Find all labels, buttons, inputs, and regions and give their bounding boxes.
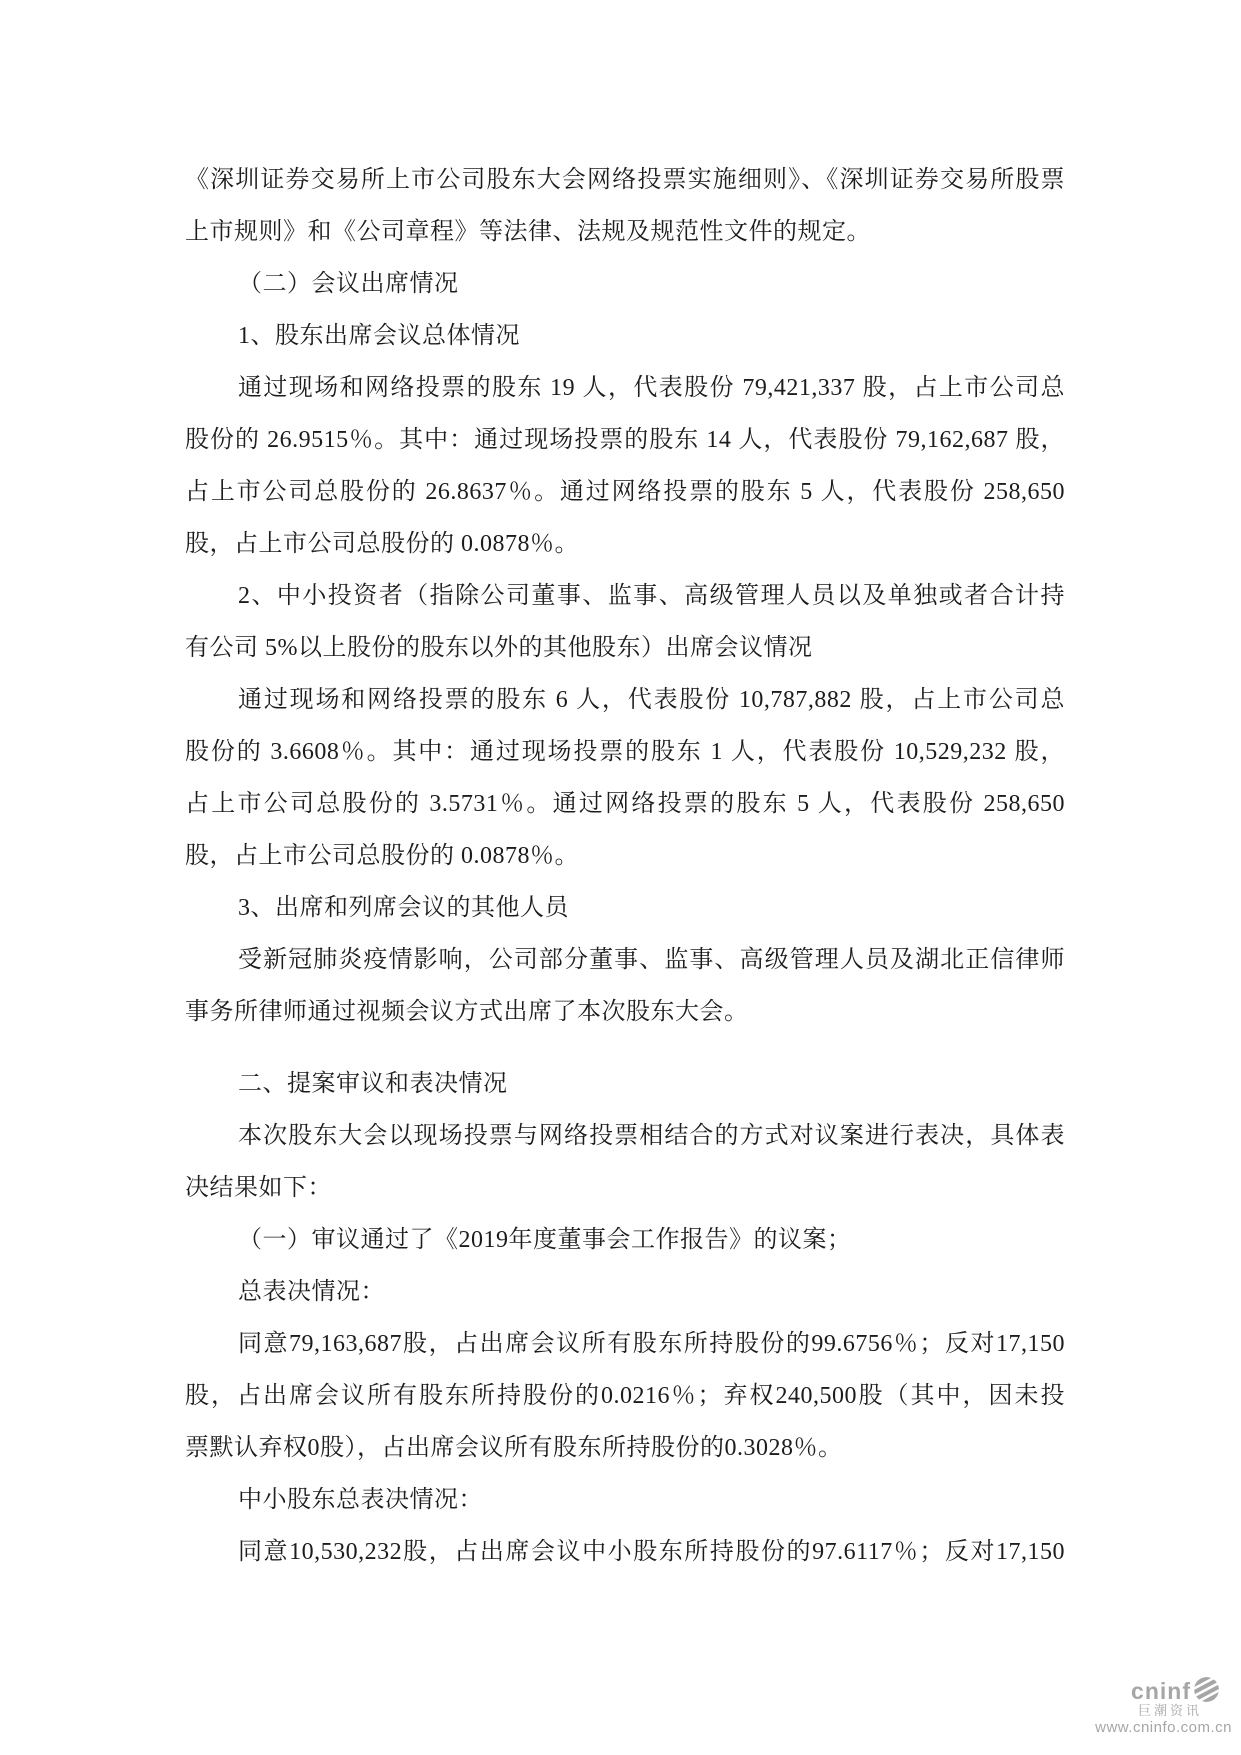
cninfo-chinese-name: 巨潮资讯 xyxy=(1137,1702,1202,1718)
document-line: 股份的 26.9515％。其中：通过现场投票的股东 14 人，代表股份 79,162,687 股， xyxy=(185,427,1065,453)
cninfo-watermark xyxy=(1095,1677,1232,1737)
document-line: 总表决情况： xyxy=(238,1279,385,1305)
cninfo-globe-icon xyxy=(1193,1676,1220,1703)
document-line: 股份的 3.6608％。其中：通过现场投票的股东 1 人，代表股份 10,529,232 股， xyxy=(185,739,1065,765)
document-line: 受新冠肺炎疫情影响，公司部分董事、监事、高级管理人员及湖北正信律师 xyxy=(238,947,1065,973)
section-heading: 2、中小投资者（指除公司董事、监事、高级管理人员以及单独或者合计持 xyxy=(238,583,1065,609)
section-heading: 3、出席和列席会议的其他人员 xyxy=(238,895,569,921)
section-heading: 1、股东出席会议总体情况 xyxy=(238,323,520,349)
document-line: 票默认弃权0股），占出席会议所有股东所持股份的0.3028％。 xyxy=(185,1435,843,1461)
document-line: 上市规则》和《公司章程》等法律、法规及规范性文件的规定。 xyxy=(185,219,871,245)
section-heading: （一）审议通过了《2019年度董事会工作报告》的议案； xyxy=(238,1227,852,1253)
section-heading: 二、提案审议和表决情况 xyxy=(238,1071,508,1097)
document-line: 《深圳证券交易所上市公司股东大会网络投票实施细则》、《深圳证券交易所股票 xyxy=(185,167,1065,193)
document-line: 有公司 5%以上股份的股东以外的其他股东）出席会议情况 xyxy=(185,635,813,661)
document-line: 同意10,530,232股，占出席会议中小股东所持股份的97.6117％；反对17,150 xyxy=(238,1539,1065,1565)
document-line: 股，占出席会议所有股东所持股份的0.0216％；弃权240,500股（其中，因未投 xyxy=(185,1383,1065,1409)
cninfo-brand-row xyxy=(1095,1677,1232,1704)
document-line: 通过现场和网络投票的股东 19 人，代表股份 79,421,337 股，占上市公司总 xyxy=(238,375,1065,401)
document-line: 本次股东大会以现场投票与网络投票相结合的方式对议案进行表决，具体表 xyxy=(238,1123,1065,1149)
cninfo-url: www.cninfo.com.cn xyxy=(1095,1719,1232,1736)
document-line: 同意79,163,687股，占出席会议所有股东所持股份的99.6756％；反对17,150 xyxy=(238,1331,1065,1357)
document-body xyxy=(185,154,1065,1578)
document-line: 中小股东总表决情况： xyxy=(238,1487,483,1513)
document-line: 占上市公司总股份的 26.8637％。通过网络投票的股东 5 人，代表股份 258,650 xyxy=(185,479,1065,505)
cninfo-brand-text: cninf xyxy=(1131,1677,1191,1704)
document-line: 股，占上市公司总股份的 0.0878％。 xyxy=(185,531,579,557)
section-heading: （二）会议出席情况 xyxy=(238,271,459,297)
document-line: 股，占上市公司总股份的 0.0878％。 xyxy=(185,843,579,869)
document-line: 通过现场和网络投票的股东 6 人，代表股份 10,787,882 股，占上市公司总 xyxy=(238,687,1065,713)
document-line: 占上市公司总股份的 3.5731％。通过网络投票的股东 5 人，代表股份 258,650 xyxy=(185,791,1065,817)
document-line: 决结果如下： xyxy=(185,1175,332,1201)
document-line: 事务所律师通过视频会议方式出席了本次股东大会。 xyxy=(185,999,749,1025)
